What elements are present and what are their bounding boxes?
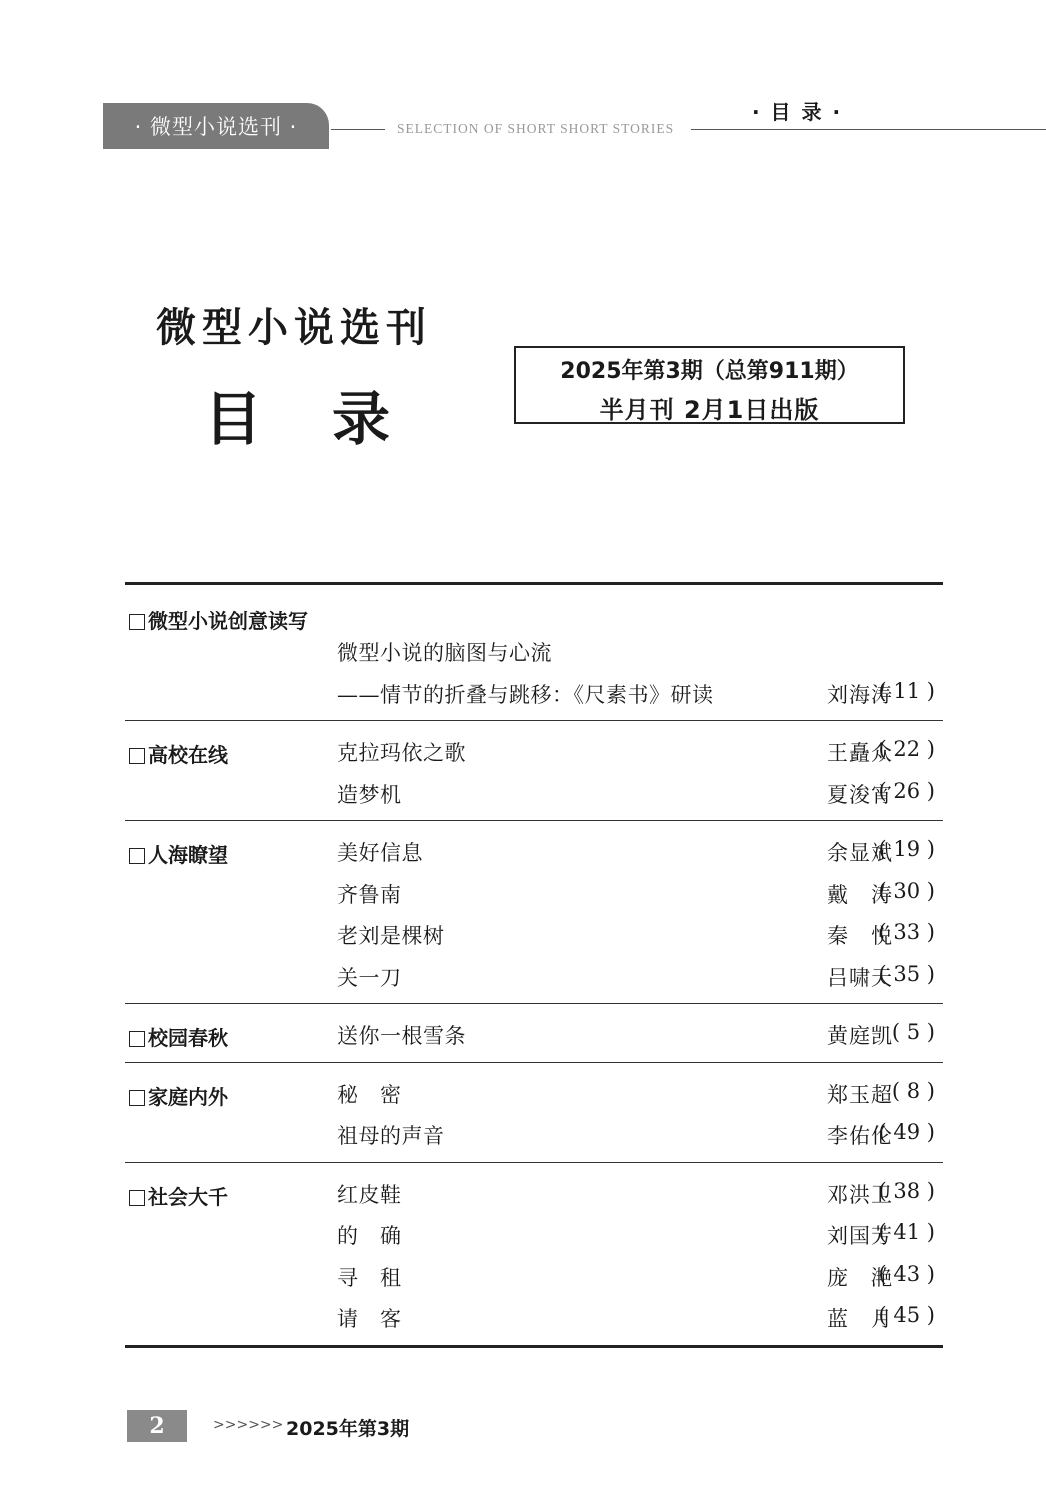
toc-entry-author: 李佑伦 bbox=[827, 1124, 893, 1148]
toc-entry-title: 祖母的声音 bbox=[337, 1124, 445, 1148]
toc-entry-author: 夏浚宵 bbox=[827, 782, 893, 807]
toc-entry-author: 庞 滟 bbox=[827, 1265, 893, 1290]
toc-entry-page: ( 22 ) bbox=[878, 737, 935, 761]
toc-entry-author: 王矗众 bbox=[827, 741, 893, 765]
toc-entry-title: 的 确 bbox=[337, 1224, 402, 1248]
toc-category-label: 微型小说创意读写 bbox=[148, 609, 308, 633]
toc-entry-author: 郑玉超 bbox=[827, 1082, 893, 1107]
toc-entry-title: 克拉玛依之歌 bbox=[337, 741, 466, 765]
toc-section bbox=[125, 1163, 943, 1345]
toc-entry[interactable] bbox=[125, 871, 943, 913]
header-rule-right bbox=[691, 129, 1046, 130]
toc-entry-title: 老刘是棵树 bbox=[337, 924, 445, 948]
publish-line: 半月刊 2月1日出版 bbox=[599, 396, 820, 424]
header-section-label: · 目 录 · bbox=[752, 100, 843, 124]
toc-entry-page: ( 35 ) bbox=[878, 961, 935, 986]
toc-entry-author: 刘海涛 bbox=[827, 682, 893, 707]
toc-section bbox=[125, 821, 943, 1004]
toc-entry[interactable] bbox=[125, 671, 943, 713]
toc-entry-title: 红皮鞋 bbox=[337, 1182, 402, 1207]
toc-entry-author: 刘国芳 bbox=[827, 1224, 893, 1248]
table-of-contents bbox=[125, 582, 943, 1348]
toc-category-row bbox=[125, 585, 943, 629]
toc-entry-author: 秦 悦 bbox=[827, 924, 893, 948]
toc-entry-page: ( 26 ) bbox=[878, 778, 935, 803]
issue-info-box bbox=[514, 346, 905, 424]
header-rule-left bbox=[331, 129, 385, 130]
footer-issue: 2025年第3期 bbox=[286, 1418, 410, 1440]
toc-entry-title: 请 客 bbox=[337, 1307, 402, 1331]
toc-entry-title: 关一刀 bbox=[337, 965, 402, 990]
toc-category-label: 高校在线 bbox=[148, 743, 228, 767]
toc-entry-page: ( 8 ) bbox=[891, 1078, 935, 1103]
toc-entry-title: 秘 密 bbox=[337, 1082, 402, 1107]
toc-entry[interactable] bbox=[125, 1012, 943, 1054]
toc-section bbox=[125, 585, 943, 721]
toc-entry-title: ——情节的折叠与跳移：《尺素书》研读 bbox=[337, 682, 714, 707]
toc-entry[interactable] bbox=[125, 1112, 943, 1154]
header-tab: · 微型小说选刊 · bbox=[103, 103, 329, 149]
toc-entry-page: ( 19 ) bbox=[878, 837, 935, 861]
toc-entry-title: 齐鲁南 bbox=[337, 882, 402, 907]
toc-entry-page: ( 38 ) bbox=[878, 1178, 935, 1203]
page-number: 2 bbox=[127, 1410, 187, 1442]
toc-entry[interactable] bbox=[125, 1071, 943, 1113]
toc-entry-title: 微型小说的脑图与心流 bbox=[337, 641, 552, 665]
toc-section bbox=[125, 1063, 943, 1163]
toc-section bbox=[125, 721, 943, 821]
toc-title: 目录 bbox=[204, 385, 461, 453]
toc-entry-page: ( 5 ) bbox=[891, 1020, 935, 1044]
toc-entry[interactable] bbox=[125, 771, 943, 813]
toc-entry-title: 美好信息 bbox=[337, 841, 423, 865]
toc-section bbox=[125, 1004, 943, 1063]
toc-entry[interactable] bbox=[125, 729, 943, 771]
toc-entry-page: ( 30 ) bbox=[878, 878, 935, 903]
magazine-title: 微型小说选刊 bbox=[156, 305, 432, 351]
toc-entry-page: ( 45 ) bbox=[878, 1303, 935, 1327]
toc-entry[interactable] bbox=[125, 829, 943, 871]
toc-entry-page: ( 49 ) bbox=[878, 1120, 935, 1144]
issue-line: 2025年第3期（总第911期） bbox=[560, 359, 859, 384]
toc-entry[interactable] bbox=[125, 629, 943, 671]
toc-entry[interactable] bbox=[125, 1171, 943, 1213]
toc-entry-page: ( 41 ) bbox=[878, 1220, 935, 1244]
toc-entry-title: 造梦机 bbox=[337, 782, 402, 807]
toc-entry-author: 戴 涛 bbox=[827, 882, 893, 907]
toc-category-label: 人海瞭望 bbox=[148, 843, 228, 867]
toc-category-label: 家庭内外 bbox=[148, 1084, 228, 1109]
toc-entry-page: ( 33 ) bbox=[878, 920, 935, 944]
toc-entry[interactable] bbox=[125, 1212, 943, 1254]
toc-category-label: 社会大千 bbox=[148, 1184, 228, 1209]
toc-entry[interactable] bbox=[125, 1254, 943, 1296]
toc-entry-title: 送你一根雪条 bbox=[337, 1024, 466, 1048]
header-english-title: SELECTION OF SHORT SHORT STORIES bbox=[397, 121, 675, 136]
toc-entry-title: 寻 租 bbox=[337, 1265, 402, 1290]
toc-entry[interactable] bbox=[125, 1295, 943, 1337]
toc-entry-author: 吕啸天 bbox=[827, 965, 893, 990]
toc-entry[interactable] bbox=[125, 954, 943, 996]
toc-entry-page: ( 11 ) bbox=[878, 678, 935, 703]
toc-category-label: 校园春秋 bbox=[148, 1026, 228, 1050]
toc-entry-author: 邓洪卫 bbox=[827, 1182, 893, 1207]
toc-entry[interactable] bbox=[125, 912, 943, 954]
toc-entry-author: 黄庭凯 bbox=[827, 1024, 893, 1048]
toc-entry-author: 蓝 月 bbox=[827, 1307, 893, 1331]
toc-entry-page: ( 43 ) bbox=[878, 1261, 935, 1286]
footer-arrows: >>>>>> bbox=[213, 1417, 284, 1433]
toc-entry-author: 余显斌 bbox=[827, 841, 893, 865]
